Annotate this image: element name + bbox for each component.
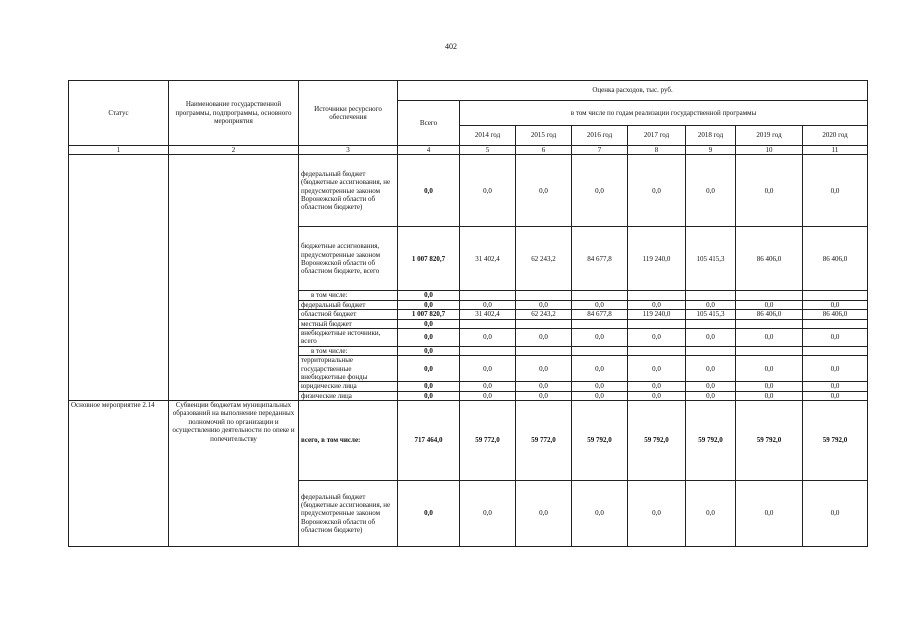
value-cell: 0,0 <box>803 356 868 382</box>
value-cell: 84 677,8 <box>572 310 628 319</box>
column-number: 5 <box>460 146 516 155</box>
value-cell: 0,0 <box>460 382 516 391</box>
total-cell: 717 464,0 <box>398 401 460 481</box>
value-cell: 59 772,0 <box>516 401 572 481</box>
year-header: 2019 год <box>736 126 803 146</box>
value-cell: 86 406,0 <box>803 310 868 319</box>
total-cell: 0,0 <box>398 382 460 391</box>
value-cell <box>736 319 803 328</box>
value-cell: 84 677,8 <box>572 227 628 291</box>
value-cell: 59 792,0 <box>628 401 686 481</box>
header-total: Всего <box>398 101 460 146</box>
column-number: 10 <box>736 146 803 155</box>
value-cell: 0,0 <box>460 155 516 227</box>
value-cell: 0,0 <box>460 356 516 382</box>
name-cell: Субвенции бюджетам муниципальных образований на выполнение переданных полномочий по организации и осуществлению деятельности по опеке и попечительству <box>169 401 299 547</box>
value-cell: 0,0 <box>803 328 868 346</box>
value-cell: 0,0 <box>516 391 572 400</box>
value-cell: 0,0 <box>460 391 516 400</box>
year-header: 2014 год <box>460 126 516 146</box>
source-cell: в том числе: <box>299 291 398 300</box>
value-cell: 0,0 <box>736 382 803 391</box>
value-cell: 0,0 <box>736 481 803 547</box>
value-cell: 119 240,0 <box>628 227 686 291</box>
value-cell: 0,0 <box>736 300 803 309</box>
total-cell: 0,0 <box>398 319 460 328</box>
column-numbers-row <box>69 146 868 155</box>
value-cell: 0,0 <box>516 382 572 391</box>
value-cell <box>686 291 736 300</box>
value-cell <box>572 346 628 355</box>
value-cell: 62 243,2 <box>516 310 572 319</box>
table-row <box>69 401 868 481</box>
value-cell <box>460 346 516 355</box>
column-number: 4 <box>398 146 460 155</box>
column-number: 7 <box>572 146 628 155</box>
value-cell <box>686 319 736 328</box>
source-cell: федеральный бюджет (бюджетные ассигнования, не предусмотренные законом Воронежской области об областном бюджете) <box>299 155 398 227</box>
total-cell: 0,0 <box>398 481 460 547</box>
value-cell <box>628 291 686 300</box>
table-row <box>69 155 868 227</box>
value-cell: 0,0 <box>628 356 686 382</box>
value-cell: 0,0 <box>803 481 868 547</box>
value-cell: 0,0 <box>572 481 628 547</box>
value-cell: 0,0 <box>628 481 686 547</box>
source-cell: федеральный бюджет (бюджетные ассигнования, не предусмотренные законом Воронежской области об областном бюджете) <box>299 481 398 547</box>
value-cell <box>516 319 572 328</box>
value-cell: 0,0 <box>516 155 572 227</box>
value-cell: 0,0 <box>516 328 572 346</box>
value-cell: 31 402,4 <box>460 227 516 291</box>
value-cell: 0,0 <box>516 300 572 309</box>
value-cell: 119 240,0 <box>628 310 686 319</box>
value-cell: 0,0 <box>628 328 686 346</box>
total-cell: 0,0 <box>398 346 460 355</box>
source-cell: всего, в том числе: <box>299 401 398 481</box>
value-cell: 0,0 <box>460 328 516 346</box>
value-cell: 105 415,3 <box>686 227 736 291</box>
source-cell: юридические лица <box>299 382 398 391</box>
value-cell: 0,0 <box>628 300 686 309</box>
value-cell: 59 772,0 <box>460 401 516 481</box>
source-cell: федеральный бюджет <box>299 300 398 309</box>
value-cell: 0,0 <box>572 155 628 227</box>
header-name: Наименование государственной программы, подпрограммы, основного мероприятия <box>169 81 299 146</box>
value-cell: 0,0 <box>628 382 686 391</box>
page-number: 402 <box>445 42 457 51</box>
status-cell <box>69 155 169 401</box>
header-by-years: в том числе по годам реализации государственной программы <box>460 101 868 126</box>
value-cell <box>628 346 686 355</box>
value-cell: 0,0 <box>736 155 803 227</box>
value-cell: 0,0 <box>803 391 868 400</box>
total-cell: 1 007 820,7 <box>398 310 460 319</box>
value-cell: 0,0 <box>736 356 803 382</box>
value-cell: 0,0 <box>572 328 628 346</box>
value-cell <box>803 319 868 328</box>
source-cell: в том числе: <box>299 346 398 355</box>
header-sources: Источники ресурсного обеспечения <box>299 81 398 146</box>
value-cell: 0,0 <box>572 300 628 309</box>
total-cell: 0,0 <box>398 328 460 346</box>
value-cell: 0,0 <box>460 300 516 309</box>
value-cell: 0,0 <box>803 382 868 391</box>
header-status: Статус <box>69 81 169 146</box>
value-cell <box>803 346 868 355</box>
total-cell: 0,0 <box>398 291 460 300</box>
value-cell: 0,0 <box>803 300 868 309</box>
total-cell: 0,0 <box>398 391 460 400</box>
value-cell: 86 406,0 <box>803 227 868 291</box>
source-cell: областной бюджет <box>299 310 398 319</box>
value-cell: 0,0 <box>572 391 628 400</box>
value-cell: 0,0 <box>460 481 516 547</box>
value-cell: 59 792,0 <box>736 401 803 481</box>
total-cell: 0,0 <box>398 155 460 227</box>
value-cell: 0,0 <box>803 155 868 227</box>
value-cell: 0,0 <box>628 391 686 400</box>
value-cell <box>460 291 516 300</box>
column-number: 2 <box>169 146 299 155</box>
value-cell: 105 415,3 <box>686 310 736 319</box>
value-cell: 59 792,0 <box>686 401 736 481</box>
value-cell <box>803 291 868 300</box>
value-cell <box>686 346 736 355</box>
value-cell: 62 243,2 <box>516 227 572 291</box>
value-cell: 86 406,0 <box>736 227 803 291</box>
value-cell: 31 402,4 <box>460 310 516 319</box>
header-estimate: Оценка расходов, тыс. руб. <box>398 81 868 101</box>
value-cell: 0,0 <box>572 356 628 382</box>
value-cell: 0,0 <box>686 481 736 547</box>
value-cell <box>572 291 628 300</box>
source-cell: бюджетные ассигнования, предусмотренные законом Воронежской области об областном бюджете, всего <box>299 227 398 291</box>
value-cell: 0,0 <box>686 155 736 227</box>
year-header: 2018 год <box>686 126 736 146</box>
value-cell <box>736 346 803 355</box>
column-number: 11 <box>803 146 868 155</box>
status-cell: Основное мероприятие 2.14 <box>69 401 169 547</box>
value-cell: 0,0 <box>686 382 736 391</box>
value-cell: 0,0 <box>686 300 736 309</box>
year-header: 2020 год <box>803 126 868 146</box>
value-cell: 0,0 <box>736 328 803 346</box>
value-cell: 0,0 <box>736 391 803 400</box>
value-cell: 0,0 <box>686 356 736 382</box>
total-cell: 1 007 820,7 <box>398 227 460 291</box>
total-cell: 0,0 <box>398 356 460 382</box>
source-cell: внебюджетные источники, всего <box>299 328 398 346</box>
column-number: 9 <box>686 146 736 155</box>
value-cell: 0,0 <box>686 391 736 400</box>
value-cell: 0,0 <box>572 382 628 391</box>
value-cell: 0,0 <box>516 481 572 547</box>
name-cell <box>169 155 299 401</box>
column-number: 3 <box>299 146 398 155</box>
budget-table <box>68 80 868 547</box>
value-cell: 0,0 <box>516 356 572 382</box>
value-cell <box>460 319 516 328</box>
value-cell: 0,0 <box>628 155 686 227</box>
value-cell: 59 792,0 <box>803 401 868 481</box>
column-number: 1 <box>69 146 169 155</box>
column-number: 8 <box>628 146 686 155</box>
value-cell: 86 406,0 <box>736 310 803 319</box>
value-cell: 0,0 <box>686 328 736 346</box>
year-header: 2017 год <box>628 126 686 146</box>
total-cell: 0,0 <box>398 300 460 309</box>
value-cell <box>516 291 572 300</box>
value-cell <box>736 291 803 300</box>
year-header: 2015 год <box>516 126 572 146</box>
value-cell <box>628 319 686 328</box>
value-cell: 59 792,0 <box>572 401 628 481</box>
source-cell: физические лица <box>299 391 398 400</box>
value-cell <box>516 346 572 355</box>
year-header: 2016 год <box>572 126 628 146</box>
source-cell: территориальные государственные внебюджетные фонды <box>299 356 398 382</box>
source-cell: местный бюджет <box>299 319 398 328</box>
column-number: 6 <box>516 146 572 155</box>
value-cell <box>572 319 628 328</box>
